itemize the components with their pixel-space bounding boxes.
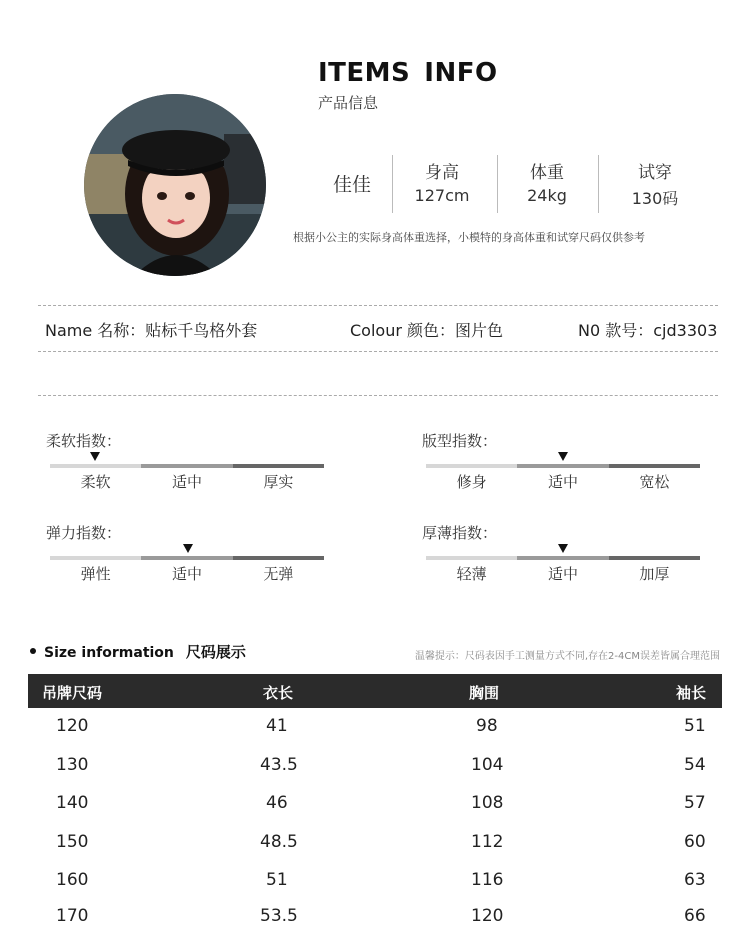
stat-weight-value: 24kg — [527, 186, 567, 205]
table-cell: 130 — [56, 755, 89, 775]
dashed-divider — [38, 305, 718, 306]
product-colour-label: Colour 颜色： — [350, 321, 456, 340]
table-cell: 120 — [56, 716, 89, 736]
table-cell: 63 — [684, 870, 706, 890]
elasticity-index-title: 弹力指数： — [46, 524, 122, 542]
elasticity-option: 弹性 — [80, 565, 111, 583]
column-header: 胸围 — [469, 684, 500, 702]
softness-marker — [90, 452, 100, 461]
softness-scale — [50, 464, 324, 468]
table-cell: 160 — [56, 870, 89, 890]
table-cell: 104 — [471, 755, 504, 775]
table-cell: 60 — [684, 832, 706, 852]
column-header: 衣长 — [263, 684, 294, 702]
column-header: 袖长 — [676, 684, 707, 702]
table-cell: 51 — [266, 870, 288, 890]
table-cell: 54 — [684, 755, 706, 775]
dashed-divider — [38, 351, 718, 352]
table-cell: 112 — [471, 832, 504, 852]
thickness-option: 轻薄 — [456, 565, 487, 583]
softness-option: 柔软 — [80, 473, 111, 491]
thickness-option: 加厚 — [639, 565, 670, 583]
thickness-marker — [558, 544, 568, 553]
dashed-divider — [38, 395, 718, 396]
table-cell: 98 — [476, 716, 498, 736]
fit-scale — [426, 464, 700, 468]
column-header: 吊牌尺码 — [42, 684, 103, 702]
product-name — [45, 318, 257, 341]
fit-option: 适中 — [547, 473, 578, 491]
stat-fit-label: 试穿 — [638, 163, 672, 183]
stat-fit-value: 130码 — [631, 189, 679, 208]
table-row — [28, 832, 722, 862]
product-colour — [350, 318, 503, 341]
fit-labels — [426, 471, 700, 492]
elasticity-labels — [50, 563, 324, 584]
table-row — [28, 755, 722, 785]
table-cell: 150 — [56, 832, 89, 852]
thickness-index-title: 厚薄指数： — [422, 524, 498, 542]
thickness-scale — [426, 556, 700, 560]
product-number-label: N0 款号： — [578, 321, 654, 340]
elasticity-option: 无弹 — [263, 565, 294, 583]
table-cell: 120 — [471, 906, 504, 926]
table-row — [28, 870, 722, 900]
fit-index-title: 版型指数： — [422, 432, 498, 450]
fit-option: 宽松 — [639, 473, 670, 491]
model-note: 根据小公主的实际身高体重选择，小模特的身高体重和试穿尺码仅供参考 — [293, 231, 645, 244]
stat-weight-label: 体重 — [530, 163, 564, 183]
page-title — [318, 58, 498, 88]
table-cell: 57 — [684, 793, 706, 813]
size-heading-en: Size information — [44, 645, 174, 661]
model-photo — [84, 94, 266, 276]
softness-option: 厚实 — [263, 473, 294, 491]
table-cell: 41 — [266, 716, 288, 736]
size-tip: 温馨提示：尺码表因手工测量方式不同,存在2-4CM误差皆属合理范围 — [414, 651, 720, 662]
table-row — [28, 906, 722, 936]
page-subtitle: 产品信息 — [318, 94, 379, 112]
size-heading-cn: 尺码展示 — [185, 643, 246, 661]
table-cell: 66 — [684, 906, 706, 926]
model-name: 佳佳 — [333, 174, 372, 196]
title-info: INFO — [424, 58, 498, 88]
thickness-option: 适中 — [547, 565, 578, 583]
fit-option: 修身 — [456, 473, 487, 491]
elasticity-scale — [50, 556, 324, 560]
table-cell: 53.5 — [260, 906, 298, 926]
size-heading — [44, 641, 246, 662]
table-row — [28, 716, 722, 746]
table-row — [28, 793, 722, 823]
table-cell: 46 — [266, 793, 288, 813]
softness-index-title: 柔软指数： — [46, 432, 122, 450]
stat-height-label: 身高 — [425, 163, 459, 183]
title-items: ITEMS — [318, 58, 411, 88]
bullet-icon — [30, 648, 36, 654]
fit-marker — [558, 452, 568, 461]
table-cell: 43.5 — [260, 755, 298, 775]
softness-labels — [50, 471, 324, 492]
elasticity-option: 适中 — [171, 565, 202, 583]
product-number — [578, 318, 717, 341]
table-cell: 51 — [684, 716, 706, 736]
table-cell: 140 — [56, 793, 89, 813]
product-colour-value: 图片色 — [455, 321, 504, 340]
product-name-label: Name 名称： — [45, 321, 146, 340]
table-cell: 116 — [471, 870, 504, 890]
size-table-header — [28, 674, 722, 708]
product-number-value: cjd3303 — [653, 321, 718, 340]
elasticity-marker — [183, 544, 193, 553]
table-cell: 170 — [56, 906, 89, 926]
table-cell: 48.5 — [260, 832, 298, 852]
divider — [598, 155, 599, 213]
softness-option: 适中 — [171, 473, 202, 491]
thickness-labels — [426, 563, 700, 584]
product-name-value: 贴标千鸟格外套 — [145, 321, 258, 340]
table-cell: 108 — [471, 793, 504, 813]
stat-height-value: 127cm — [414, 186, 470, 205]
